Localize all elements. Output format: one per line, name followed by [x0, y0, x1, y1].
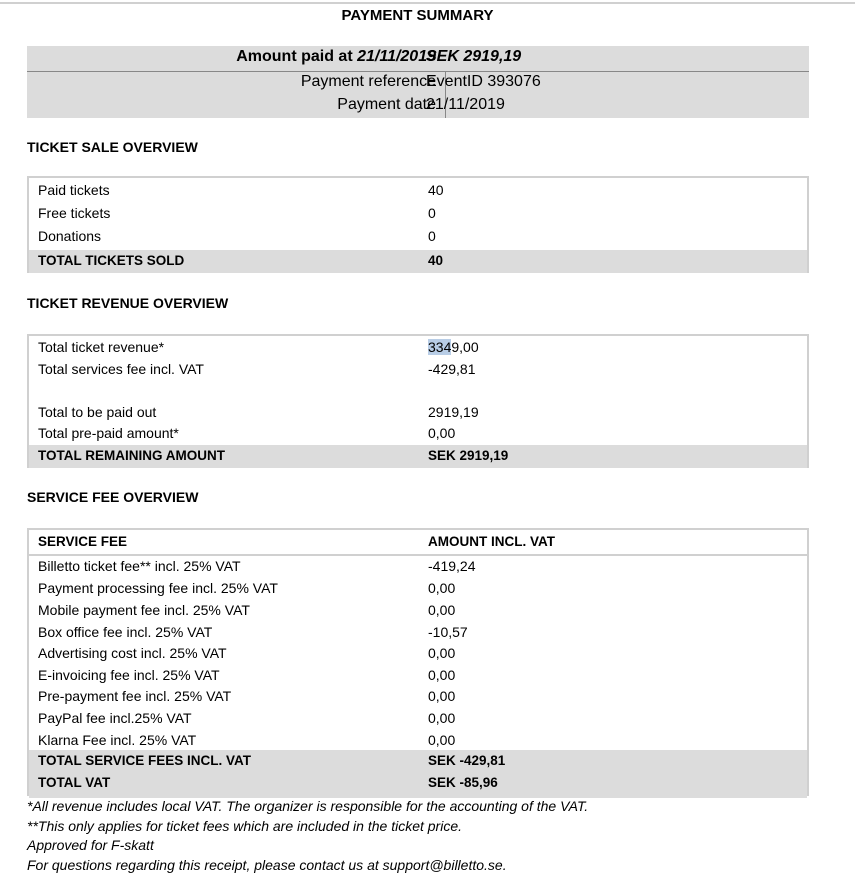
table-row	[29, 602, 807, 622]
total-label: TOTAL REMAINING AMOUNT	[38, 448, 225, 463]
row-value: 0	[428, 228, 436, 244]
table-row	[29, 732, 807, 752]
row-value: 0,00	[428, 580, 456, 596]
row-value: 0,00	[428, 688, 456, 704]
row-value: -10,57	[428, 624, 468, 640]
table-row	[29, 205, 807, 225]
row-value: 40	[428, 182, 444, 198]
table-row	[29, 667, 807, 687]
row-label: Pre-payment fee incl. 25% VAT	[38, 688, 232, 704]
row-value: 0	[428, 205, 436, 221]
summary-divider	[27, 71, 809, 72]
payment-date-label: Payment date	[337, 96, 436, 113]
row-label: Total ticket revenue*	[38, 339, 165, 355]
page-title: PAYMENT SUMMARY	[341, 7, 494, 24]
table-row	[29, 425, 807, 445]
total-label: TOTAL VAT	[38, 775, 111, 790]
row-label: PayPal fee incl.25% VAT	[38, 710, 192, 726]
row-value: -429,81	[428, 361, 476, 377]
amount-paid-value: SEK 2919,19	[426, 48, 522, 65]
total-label: TOTAL SERVICE FEES INCL. VAT	[38, 753, 252, 768]
total-remaining-row	[29, 445, 807, 468]
table-row	[29, 558, 807, 578]
row-label: Mobile payment fee incl. 25% VAT	[38, 602, 250, 618]
row-label: Total to be paid out	[38, 404, 157, 420]
ticket-sale-title: TICKET SALE OVERVIEW	[27, 139, 198, 155]
footnote-ticket-fees: **This only applies for ticket fees which are included in the ticket price.	[27, 817, 462, 834]
service-fee-table	[27, 528, 809, 796]
header-divider	[29, 554, 807, 556]
total-value: SEK 2919,19	[428, 448, 509, 463]
table-row	[29, 645, 807, 665]
footnote-f-skatt: Approved for F-skatt	[27, 837, 154, 853]
table-header-row	[29, 534, 807, 554]
payment-date-value: 21/11/2019	[426, 96, 505, 113]
total-value: SEK -85,96	[428, 775, 498, 790]
row-value: 0,00	[428, 425, 456, 441]
row-label: Klarna Fee incl. 25% VAT	[38, 732, 197, 748]
total-tickets-row	[29, 250, 807, 273]
row-value: 0,00	[428, 667, 456, 683]
ticket-revenue-title: TICKET REVENUE OVERVIEW	[27, 295, 229, 311]
payment-reference-row	[27, 73, 809, 95]
row-value: 0,00	[428, 645, 456, 661]
row-label: Total pre-paid amount*	[38, 425, 179, 441]
row-value: 0,00	[428, 602, 456, 618]
text-selection-highlight[interactable]: 334	[428, 339, 452, 355]
total-value: SEK -429,81	[428, 753, 506, 768]
footnote-contact: For questions regarding this receipt, please contact us at support@billetto.se.	[27, 856, 507, 873]
total-label: TOTAL TICKETS SOLD	[38, 253, 185, 268]
row-value: 0,00	[428, 710, 456, 726]
total-vat-row	[29, 772, 807, 798]
row-value: 3349,00	[428, 339, 479, 355]
row-label: E-invoicing fee incl. 25% VAT	[38, 667, 220, 683]
footnotes	[27, 797, 588, 875]
row-label: Payment processing fee incl. 25% VAT	[38, 580, 278, 596]
row-label: Donations	[38, 228, 102, 244]
table-row	[29, 710, 807, 730]
row-label: Paid tickets	[38, 182, 110, 198]
payment-summary-box	[27, 46, 809, 118]
table-row	[29, 228, 807, 248]
column-header-amount: AMOUNT INCL. VAT	[428, 534, 555, 549]
payment-reference-value: EventID 393076	[426, 73, 541, 90]
amount-paid-date: 21/11/2019	[357, 48, 436, 65]
table-row	[29, 688, 807, 708]
top-rule	[0, 2, 855, 4]
row-label: Box office fee incl. 25% VAT	[38, 624, 213, 640]
row-value: 2919,19	[428, 404, 479, 420]
ticket-sale-table	[27, 176, 809, 273]
payment-reference-label: Payment reference	[300, 73, 436, 90]
row-label: Billetto ticket fee** incl. 25% VAT	[38, 558, 241, 574]
table-row	[29, 624, 807, 644]
row-value: -419,24	[428, 558, 476, 574]
payment-date-row	[27, 96, 809, 118]
total-value: 40	[428, 253, 444, 268]
ticket-revenue-table	[27, 334, 809, 468]
table-row	[29, 580, 807, 600]
table-row	[29, 339, 807, 359]
row-label: Total services fee incl. VAT	[38, 361, 204, 377]
table-row	[29, 361, 807, 381]
total-service-fees-row	[29, 750, 807, 772]
table-row	[29, 182, 807, 202]
amount-paid-row	[27, 48, 809, 70]
service-fee-title: SERVICE FEE OVERVIEW	[27, 489, 199, 505]
row-label: Advertising cost incl. 25% VAT	[38, 645, 227, 661]
footnote-vat: *All revenue includes local VAT. The organizer is responsible for the accounting of the VAT.	[27, 798, 589, 814]
row-label: Free tickets	[38, 205, 111, 221]
row-value: 0,00	[428, 732, 456, 748]
table-row	[29, 404, 807, 424]
amount-paid-label: Amount paid at	[236, 48, 353, 65]
column-header-service-fee: SERVICE FEE	[38, 534, 128, 549]
